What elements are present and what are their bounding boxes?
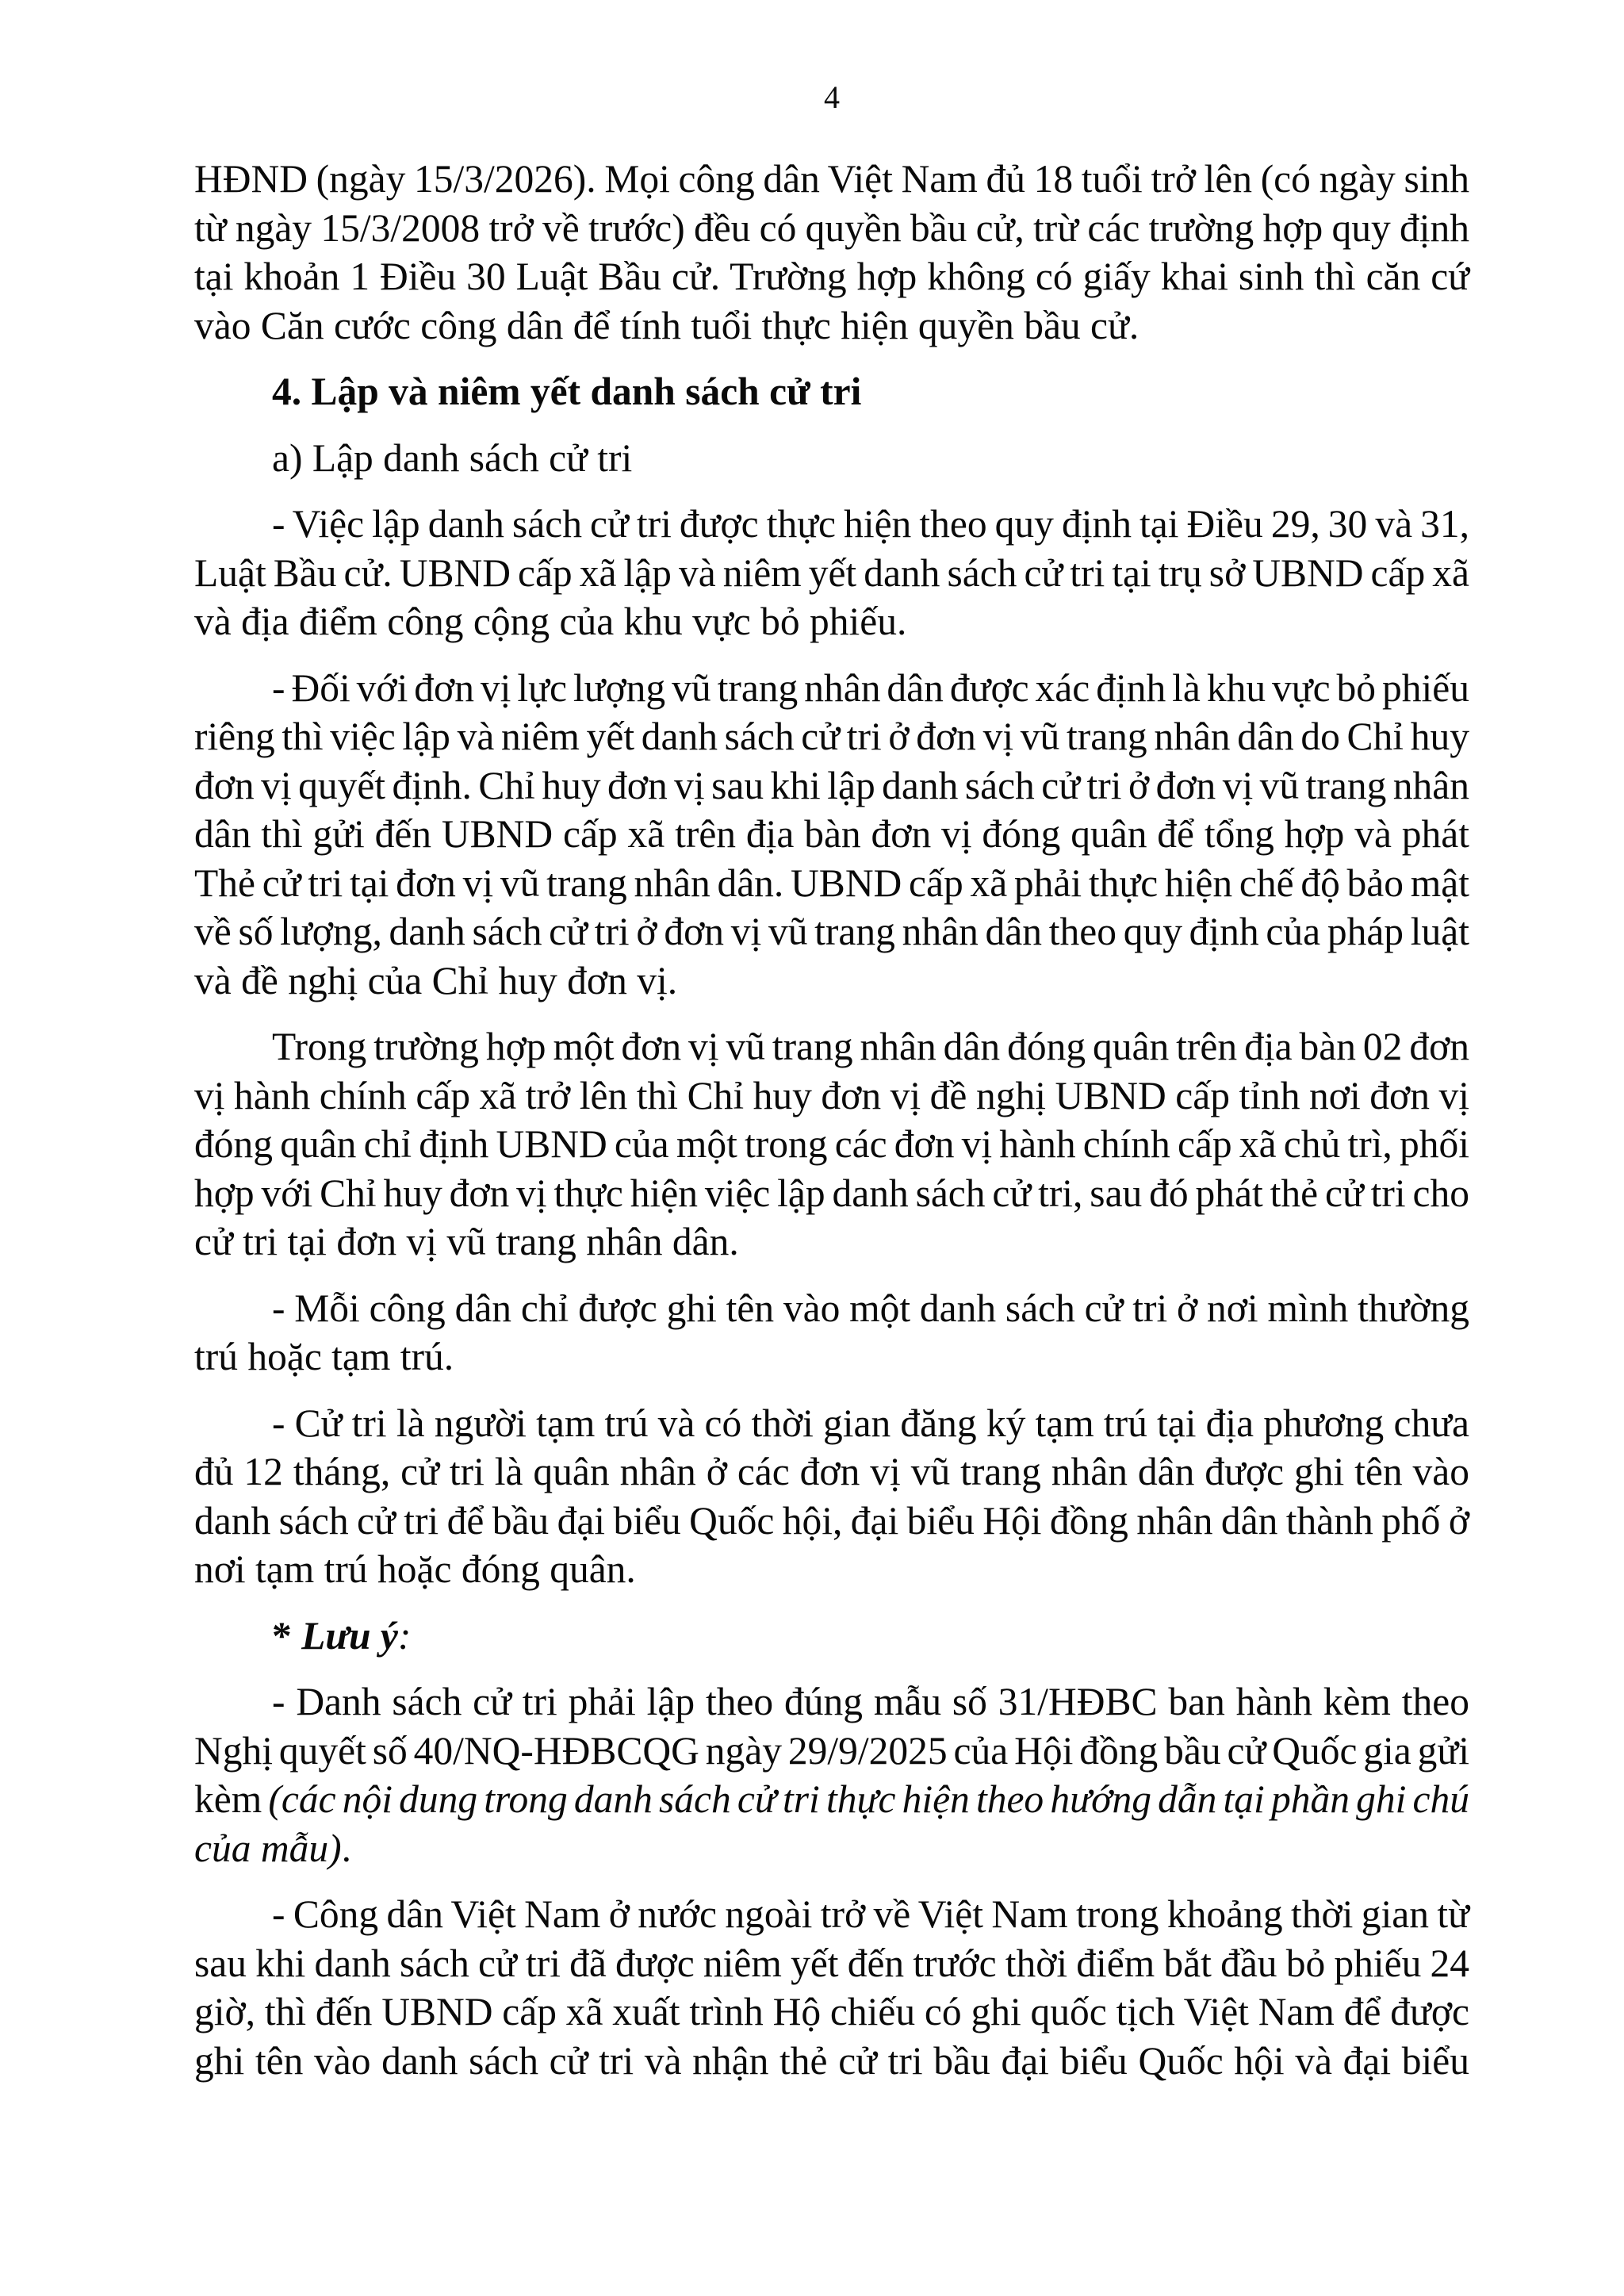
- line-text: - Cử tri là người tạm trú và có thời gian đăng ký tạm trú tại địa phương chưa: [272, 1401, 1469, 1445]
- heading-line: [194, 367, 1469, 416]
- text-line: [194, 1332, 1469, 1382]
- line-text: vào Căn cước công dân để tính tuổi thực hiện quyền bầu cử.: [194, 303, 1139, 347]
- subsection-heading: [194, 434, 1469, 483]
- line-text: [194, 1826, 351, 1870]
- line-text-italic: của mẫu): [194, 1826, 342, 1870]
- text-line: [194, 1939, 1469, 1988]
- line-text: giờ, thì đến UBND cấp xã xuất trình Hộ chiếu có ghi quốc tịch Việt Nam để được: [194, 1990, 1469, 2033]
- text-line: [194, 1071, 1469, 1121]
- line-text: vị hành chính cấp xã trở lên thì Chỉ huy đơn vị đề nghị UBND cấp tỉnh nơi đơn vị: [194, 1073, 1469, 1117]
- text-line: [194, 1987, 1469, 2037]
- text-line: [194, 155, 1469, 204]
- line-text: dân thì gửi đến UBND cấp xã trên địa bàn đơn vị đóng quân để tổng hợp và phát: [194, 812, 1469, 856]
- paragraph-single-list: [194, 1284, 1469, 1382]
- text-line: [194, 1447, 1469, 1497]
- text-line: [194, 1217, 1469, 1267]
- line-text: [194, 1777, 1469, 1821]
- text-line: [194, 1169, 1469, 1218]
- text-line: [194, 1284, 1469, 1333]
- line-text: - Đối với đơn vị lực lượng vũ trang nhân dân được xác định là khu vực bỏ phiếu: [272, 665, 1469, 710]
- line-text: hợp với Chỉ huy đơn vị thực hiện việc lập danh sách cử tri, sau đó phát thẻ cử tri cho: [194, 1171, 1469, 1215]
- text-line: [194, 1120, 1469, 1169]
- line-text: và địa điểm công cộng của khu vực bỏ phiếu.: [194, 600, 907, 643]
- document-body: [194, 155, 1469, 2102]
- note-heading: [194, 1612, 1469, 1661]
- line-text: - Mỗi công dân chỉ được ghi tên vào một danh sách cử tri ở nơi mình thường: [272, 1286, 1469, 1330]
- line-text: từ ngày 15/3/2008 trở về trước) đều có quyền bầu cử, trừ các trường hợp quy định: [194, 205, 1469, 250]
- heading-line: [194, 1612, 1469, 1661]
- line-text: Nghị quyết số 40/NQ-HĐBCQG ngày 29/9/2025 của Hội đồng bầu cử Quốc gia gửi: [194, 1728, 1469, 1773]
- text-line: [194, 1890, 1469, 1939]
- text-line: [194, 1677, 1469, 1727]
- paragraph-overseas-citizens: [194, 1890, 1469, 2085]
- subsection-heading-text: a) Lập danh sách cử tri: [272, 435, 633, 480]
- note-asterisk: *: [272, 1613, 302, 1658]
- text-line: [194, 301, 1469, 351]
- text-line: [194, 252, 1469, 301]
- line-text: Trong trường hợp một đơn vị vũ trang nhân dân đóng quân trên địa bàn 02 đơn: [272, 1025, 1469, 1068]
- section-heading-text: 4. Lập và niêm yết danh sách cử tri: [272, 370, 862, 413]
- line-text: đóng quân chỉ định UBND của một trong các đơn vị hành chính cấp xã chủ trì, phối: [194, 1122, 1469, 1166]
- paragraph-note-form: [194, 1677, 1469, 1872]
- text-line: [194, 597, 1469, 646]
- paragraph-list-procedure: [194, 500, 1469, 646]
- line-text: sau khi danh sách cử tri đã được niêm yết đến trước thời điểm bắt đầu bỏ phiếu 24: [194, 1941, 1469, 1985]
- text-line: [194, 2037, 1469, 2086]
- line-text: Luật Bầu cử. UBND cấp xã lập và niêm yết danh sách cử tri tại trụ sở UBND cấp xã: [194, 550, 1469, 595]
- text-line: [194, 1727, 1469, 1776]
- paragraph-voter-eligibility: [194, 155, 1469, 350]
- line-text: - Công dân Việt Nam ở nước ngoài trở về Việt Nam trong khoảng thời gian từ: [272, 1892, 1469, 1936]
- line-text: trú hoặc tạm trú.: [194, 1335, 454, 1378]
- text-line: [194, 1824, 1469, 1873]
- line-text: đơn vị quyết định. Chỉ huy đơn vị sau khi lập danh sách cử tri ở đơn vị vũ trang nhân: [194, 763, 1469, 807]
- text-line: [194, 549, 1469, 598]
- text-line: [194, 1775, 1469, 1824]
- text-line: [194, 1399, 1469, 1448]
- text-line: [194, 907, 1469, 956]
- paragraph-armed-forces: [194, 664, 1469, 1006]
- line-text: danh sách cử tri để bầu đại biểu Quốc hội, đại biểu Hội đồng nhân dân thành phố ở: [194, 1498, 1469, 1543]
- heading-line: [194, 434, 1469, 483]
- line-text: về số lượng, danh sách cử tri ở đơn vị vũ trang nhân dân theo quy định của pháp luật: [194, 910, 1469, 953]
- text-line: [194, 956, 1469, 1006]
- line-text: tại khoản 1 Điều 30 Luật Bầu cử. Trường hợp không có giấy khai sinh thì căn cứ: [194, 255, 1469, 298]
- line-text: cử tri tại đơn vị vũ trang nhân dân.: [194, 1220, 739, 1263]
- line-text-italic: (các nội dung trong danh sách cử tri thực hiện theo hướng dẫn tại phần ghi chú: [268, 1777, 1470, 1821]
- note-heading-text: [272, 1614, 411, 1658]
- note-label: Lưu ý: [301, 1613, 398, 1658]
- text-line: [194, 712, 1469, 761]
- line-text: nơi tạm trú hoặc đóng quân.: [194, 1547, 636, 1591]
- page-number: 4: [824, 79, 840, 115]
- text-line: [194, 761, 1469, 811]
- section-heading: [194, 367, 1469, 416]
- text-line: [194, 1497, 1469, 1546]
- line-text: HĐND (ngày 15/3/2026). Mọi công dân Việt Nam đủ 18 tuổi trở lên (có ngày sinh: [194, 157, 1469, 201]
- note-colon: :: [397, 1613, 412, 1658]
- line-text: riêng thì việc lập và niêm yết danh sách cử tri ở đơn vị vũ trang nhân dân do Chỉ huy: [194, 715, 1469, 758]
- text-line: [194, 1022, 1469, 1071]
- text-line: [194, 664, 1469, 713]
- paragraph-multi-commune-unit: [194, 1022, 1469, 1267]
- line-text: đủ 12 tháng, cử tri là quân nhân ở các đơn vị vũ trang nhân dân được ghi tên vào: [194, 1450, 1469, 1493]
- paragraph-temporary-residents: [194, 1399, 1469, 1594]
- line-text: - Danh sách cử tri phải lập theo đúng mẫu số 31/HĐBC ban hành kèm theo: [272, 1680, 1469, 1723]
- line-text: và đề nghị của Chỉ huy đơn vị.: [194, 958, 678, 1002]
- line-text: Thẻ cử tri tại đơn vị vũ trang nhân dân. UBND cấp xã phải thực hiện chế độ bảo mật: [194, 861, 1469, 905]
- line-text: - Việc lập danh sách cử tri được thực hiện theo quy định tại Điều 29, 30 và 31,: [272, 502, 1469, 546]
- text-line: [194, 859, 1469, 908]
- text-line: [194, 810, 1469, 859]
- text-line: [194, 204, 1469, 253]
- text-line: [194, 1545, 1469, 1594]
- line-text-regular: kèm: [194, 1777, 269, 1821]
- line-text-regular: .: [341, 1826, 351, 1870]
- text-line: [194, 500, 1469, 549]
- line-text: ghi tên vào danh sách cử tri và nhận thẻ cử tri bầu đại biểu Quốc hội và đại biểu: [194, 2038, 1469, 2083]
